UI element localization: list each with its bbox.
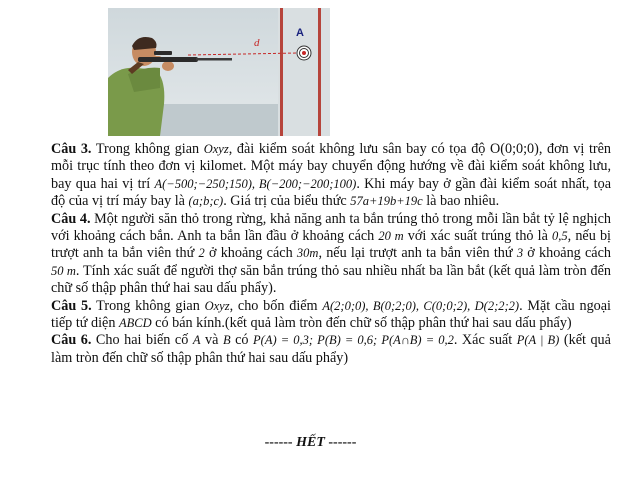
shooting-illustration	[108, 8, 330, 136]
question-label: Câu 6.	[51, 332, 92, 349]
question-text: ở khoảng cách	[204, 245, 297, 262]
question-text: , nếu bị trượt anh ta bắn viên thứ	[51, 228, 611, 262]
math-expr: A	[192, 333, 201, 348]
target-booth	[278, 8, 330, 136]
end-marker	[0, 435, 621, 451]
question-label: Câu 3.	[51, 141, 92, 157]
question-text: . Giá trị của biểu thức	[223, 193, 351, 210]
question-6	[51, 332, 611, 367]
question-text: , đài kiểm soát không lưu sân bay có tọa độ O(0;0;0), đơn vị trên mỗi trục tính theo đơn vị kilomet. Một máy bay chuyển động hướng về đài kiểm soát không lưu, bay qua hai vị trí	[51, 141, 612, 192]
math-expr: (a;b;c)	[188, 194, 224, 209]
math-expr: A(−500;−250;150), B(−200;−200;100)	[154, 176, 357, 191]
question-4	[51, 211, 611, 298]
math-expr: B	[222, 333, 231, 348]
point-label-A: A	[296, 27, 304, 39]
math-expr: ABCD	[118, 316, 152, 331]
shooter-target-diagram	[108, 8, 330, 136]
math-expr: A(2;0;0), B(0;2;0), C(0;0;2), D(2;2;2)	[322, 298, 520, 313]
question-3	[51, 141, 611, 211]
math-expr: 50 m	[51, 263, 76, 278]
question-text: và	[200, 332, 223, 349]
math-expr: 0,5	[552, 229, 568, 244]
math-expr: P(A | B)	[516, 333, 560, 348]
math-expr: 30m	[296, 246, 319, 261]
math-expr: P(A) = 0,3; P(B) = 0,6; P(A∩B) = 0,2	[253, 333, 454, 348]
end-dashes-left: ------	[264, 435, 297, 450]
question-label: Câu 4.	[51, 210, 91, 227]
question-text: với xác suất trúng thỏ là	[403, 228, 553, 245]
question-text: . Xác suất	[453, 332, 517, 349]
math-expr: 20 m	[378, 229, 404, 244]
math-expr: Oxyz	[203, 142, 229, 156]
booth-pillar-left	[280, 8, 283, 136]
question-text: Trong không gian	[91, 141, 204, 157]
question-text: ở khoảng cách	[523, 245, 611, 262]
question-text: . Mặt cầu ngoại tiếp tứ diện	[51, 297, 612, 332]
question-text: , nếu lại trượt anh ta bắn viên thứ	[318, 245, 517, 262]
question-text: là bao nhiêu.	[422, 193, 500, 210]
distance-label-d: d	[254, 37, 260, 49]
target-icon	[297, 46, 311, 60]
math-expr: 57a+19b+19c	[350, 194, 423, 209]
math-expr: 3	[516, 246, 524, 261]
question-text: có	[230, 332, 254, 349]
question-label: Câu 5.	[51, 297, 92, 314]
booth-pillar-right	[318, 8, 321, 136]
end-word: HẾT	[296, 435, 325, 450]
question-text: Trong không gian	[91, 297, 205, 314]
question-text: (kết quả làm tròn đến chữ số thập phân thứ hai sau dấu phẩy)	[51, 332, 611, 366]
end-dashes-right: ------	[324, 435, 357, 450]
question-text: Một người săn thỏ trong rừng, khả năng anh ta bắn trúng thỏ trong mỗi lần bắt tỷ lệ nghịch với khoảng cách bắn. Anh ta bắn lần đầu ở khoảng cách	[51, 210, 611, 245]
question-text: . Tính xác suất để người thợ săn bắn trúng thỏ sau nhiều nhất ba lần bắt (kết quả làm tròn đến chữ số thập phân thứ hai sau dấu phẩy).	[51, 262, 612, 297]
math-expr: 2	[198, 246, 205, 261]
question-text: có bán kính.(kết quả làm tròn đến chữ số thập phân thứ hai sau dấu phẩy)	[151, 315, 572, 332]
question-text: , cho bốn điểm	[229, 297, 323, 314]
math-expr: Oxyz	[204, 298, 230, 313]
question-text: Cho hai biến cố	[91, 332, 193, 349]
question-5	[51, 298, 611, 333]
question-text: . Khi máy bay ở gần đài kiểm soát nhất, tọa độ của vị trí máy bay là	[51, 175, 612, 210]
question-list	[51, 141, 611, 367]
